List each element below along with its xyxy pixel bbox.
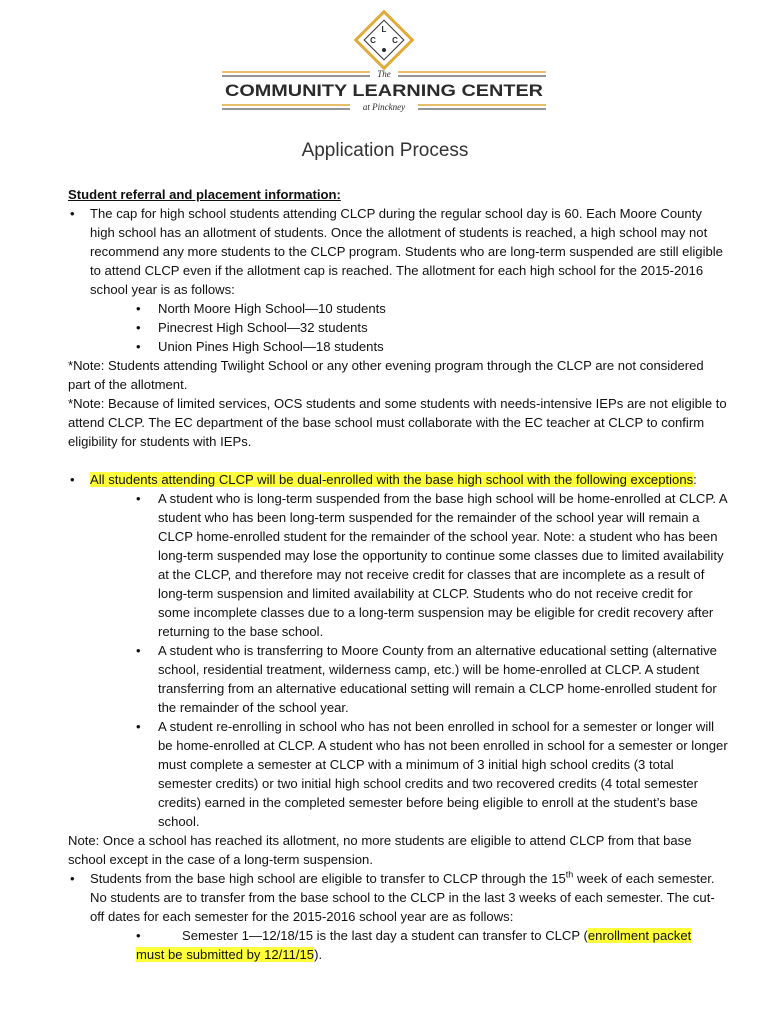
bullet-allotment: • The cap for high school students attending CLCP during the regular school day is 60. Each Moore County high school has an allotment of students. Once the allotment of students is reached, a high school may not recommend any more students to the CLCP program. Students who are long-term suspended are still eligible to attend CLCP even if the allotment cap is reached. The allotment for each high school for the 2015-2016 school year is as follows: <box>68 204 728 299</box>
logo-the: The <box>377 69 391 79</box>
exception-item: • A student who is long-term suspended from the base high school will be home-enrolled at CLCP. A student who has been long-term suspended for the remainder of the school year will remain a CLCP home-enrolled student for the remainder of the school year. Note: a student who has been long-term suspended may lose the opportunity to continue some classes due to limited availability at the CLCP, and therefore may not receive credit for classes that are incomplete as a result of long-term suspension and limited availability at CLCP. Students who do not receive credit for some incomplete classes due to a long-term suspension may be eligible for credit recovery after returning to the base school. <box>68 489 728 641</box>
logo-diamond-icon <box>356 12 413 69</box>
school-item: • North Moore High School—10 students <box>68 299 728 318</box>
logo-sub: at Pinckney <box>362 102 406 112</box>
school-item: • Pinecrest High School—32 students <box>68 318 728 337</box>
logo-letter-left: C <box>370 36 376 45</box>
page-title: Application Process <box>301 140 469 161</box>
highlight-text: All students attending CLCP will be dual-enrolled with the base high school with the following exceptions <box>90 472 694 487</box>
logo-letter-top: L <box>381 25 387 34</box>
logo-letter-right: C <box>392 36 398 45</box>
school-item: • Union Pines High School—18 students <box>68 337 728 356</box>
section-heading: Student referral and placement information: <box>68 187 341 202</box>
document-body <box>68 185 728 964</box>
exception-item: • A student who is transferring to Moore County from an alternative educational setting (alternative school, residential treatment, wilderness camp, etc.) will be home-enrolled at CLCP. A student transferring from an alternative educational setting will remain a CLCP home-enrolled student for the remainder of the school year. <box>68 641 728 717</box>
exception-item: • A student re-enrolling in school who has not been enrolled in school for a semester or longer will be home-enrolled at CLCP. A student who has not been enrolled in school for a semester or longer must complete a semester at CLCP with a minimum of 3 initial high school credits (3 total semester credits) or two initial high school credits and two recovered credits (4 total semester credits) earned in the completed semester before being eligible to enroll at the student’s base school. <box>68 717 728 831</box>
semester-item: • Semester 1—12/18/15 is the last day a student can transfer to CLCP (enrollment packet must be submitted by 12/11/15). <box>68 926 728 964</box>
note-ocs: *Note: Because of limited services, OCS students and some students with needs-intensive IEPs are not eligible to attend CLCP. The EC department of the base school must collaborate with the EC teacher at CLCP to confirm eligibility for students with IEPs. <box>68 396 727 449</box>
note-allotment: Note: Once a school has reached its allotment, no more students are eligible to attend CLCP from that base school except in the case of a long-term suspension. <box>68 833 692 867</box>
logo-name: COMMUNITY LEARNING CENTER <box>225 81 543 100</box>
bullet-transfer: • Students from the base high school are eligible to transfer to CLCP through the 15th week of each semester. No students are to transfer from the base school to the CLCP in the last 3 weeks of each semester. The cut-off dates for each semester for the 2015-2016 school year are as follows: <box>68 869 728 926</box>
bullet-dual-enrolled: • All students attending CLCP will be dual-enrolled with the base high school with the following exceptions: <box>68 470 728 489</box>
highlight-text: must be submitted by 12/11/15 <box>136 947 315 962</box>
clc-logo <box>0 10 770 120</box>
note-twilight: *Note: Students attending Twilight School or any other evening program through the CLCP are not considered part of the allotment. <box>68 358 704 392</box>
highlight-text: enrollment packet <box>587 928 692 943</box>
